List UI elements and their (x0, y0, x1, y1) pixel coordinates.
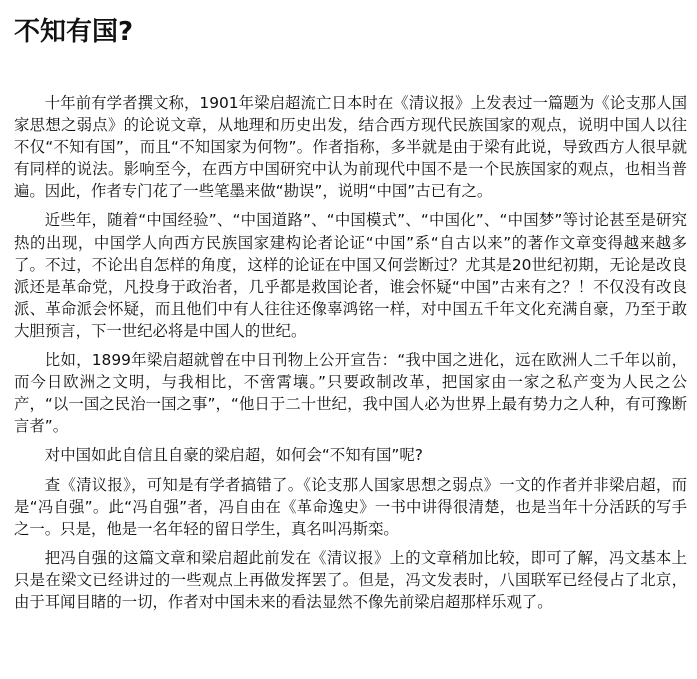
article-body (14, 92, 687, 613)
paragraph: 比如，1899年梁启超就曾在中日刊物上公开宣告：“我中国之进化，远在欧洲人二千年以前，而今日欧洲之文明，与我相比，不啻霄壤。”只要政制改革，把国家由一家之私产变为人民之公产，“以一国之民治一国之事”，“他日于二十世纪，我中国人必为世界上最有势力之人种，有可豫断言者”。 (14, 351, 687, 436)
paragraph: 查《清议报》，可知是有学者搞错了。《论支那人国家思想之弱点》一文的作者并非梁启超，而是“冯自强”。此“冯自强”者，冯自由在《革命逸史》一书中讲得很清楚，也是当年十分活跃的写手之一。只是，他是一名年轻的留日学生，真名叫冯斯栾。 (14, 475, 687, 538)
article (14, 0, 687, 620)
paragraph: 对中国如此自信且自豪的梁启超，如何会“不知有国”呢? (44, 446, 423, 465)
paragraph: 近些年，随着“中国经验”、“中国道路”、“中国模式”、“中国化”、“中国梦”等讨论甚至是研究热的出现，中国学人向西方民族国家建构论者论证“中国”系“自古以来”的著作文章变得越来越多了。不过，不论出自怎样的角度，这样的论证在中国又何尝断过？尤其是20世纪初期，无论是改良派还是革命党，凡投身于政治者，几乎都是救国论者，谁会怀疑“中国”古来有之？！不仅没有改良派、革命派会怀疑，而且他们中有人往往还像辜鸿铭一样，对中国五千年文化充满自豪，乃至于敢大胆预言，下一世纪必将是中国人的世纪。 (14, 211, 687, 340)
paragraph: 十年前有学者撰文称，1901年梁启超流亡日本时在《清议报》上发表过一篇题为《论支那人国家思想之弱点》的论说文章，从地理和历史出发，结合西方现代民族国家的观点，说明中国人以往不仅“不知有国”，而且“不知国家为何物”。作者指称，多半就是由于梁有此说，导致西方人很早就有同样的说法。影响至今，在西方中国研究中认为前现代中国不是一个民族国家的观点，也相当普遍。因此，作者专门花了一些笔墨来做“勘误”，说明“中国”古已有之。 (14, 94, 687, 201)
paragraph: 把冯自强的这篇文章和梁启超此前发在《清议报》上的文章稍加比较，即可了解，冯文基本上只是在梁文已经讲过的一些观点上再做发挥罢了。但是，冯文发表时，八国联军已经侵占了北京，由于耳闻目睹的一切，作者对中国未来的看法显然不像先前梁启超那样乐观了。 (14, 548, 687, 611)
article-title: 不知有国? (14, 17, 134, 47)
